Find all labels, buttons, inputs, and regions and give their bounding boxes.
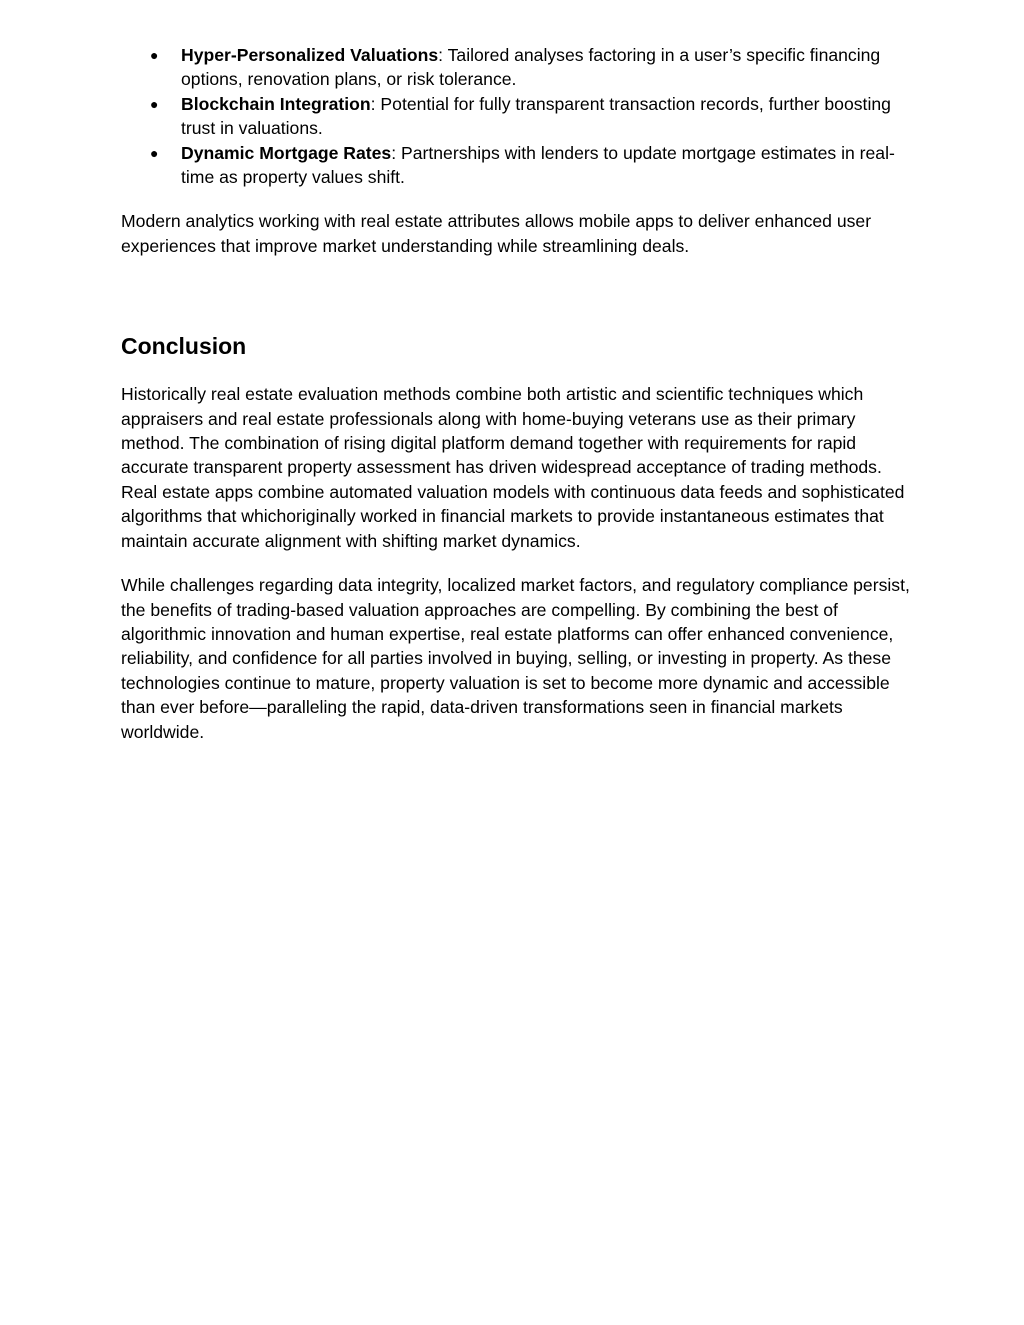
bullet-dot-icon: ● — [150, 47, 159, 63]
intro-paragraph: Modern analytics working with real estate attributes allows mobile apps to deliver enhanced user experiences that improve market understanding while streamlining deals. — [121, 211, 872, 256]
bullet-dot-icon: ● — [150, 95, 159, 112]
bullet-text: : Tailored analyses factoring in a user’s specific financing options, renovation plans, or risk tolerance. — [181, 45, 881, 90]
bullet-item-dynamic-mortgage — [121, 141, 911, 190]
bullet-text: : Potential for fully transparent transaction records, further boosting trust in valuations. — [181, 93, 891, 139]
feature-bullet-list — [121, 43, 911, 189]
bullet-dot-icon: ● — [150, 144, 159, 161]
conclusion-paragraph-2: While challenges regarding data integrity, localized market factors, and regulatory compliance persist, the benefits of trading-based valuation approaches are compelling. By combining the best of algorithmic innovation and human expertise, real estate platforms can offer enhanced convenience, reliability, and confidence for all parties involved in buying, selling, or investing in property. As these technologies continue to mature, property valuation is set to become more dynamic and accessible than ever before—paralleling the rapid, data-driven transformations seen in financial markets worldwide. — [121, 575, 910, 742]
bullet-term: Hyper-Personalized Valuations — [181, 45, 439, 65]
bullet-item-hyper-personalized — [121, 43, 911, 92]
document-page — [121, 43, 911, 744]
bullet-text: : Partnerships with lenders to update mortgage estimates in real-time as property values shift. — [181, 142, 895, 188]
conclusion-heading: Conclusion — [121, 333, 247, 360]
bullet-item-blockchain — [121, 92, 911, 141]
bullet-term: Blockchain Integration — [181, 93, 371, 114]
bullet-term: Dynamic Mortgage Rates — [181, 142, 392, 163]
conclusion-paragraph-1: Historically real estate evaluation methods combine both artistic and scientific techniques which appraisers and real estate professionals along with home-buying veterans use as their primary method. The combination of rising digital platform demand together with requirements for rapid accurate transparent property assessment has driven widespread acceptance of trading methods. Real estate apps combine automated valuation models with continuous data feeds and sophisticated algorithms that whichoriginally worked in financial markets to provide instantaneous estimates that maintain accurate alignment with shifting market dynamics. — [121, 384, 905, 551]
